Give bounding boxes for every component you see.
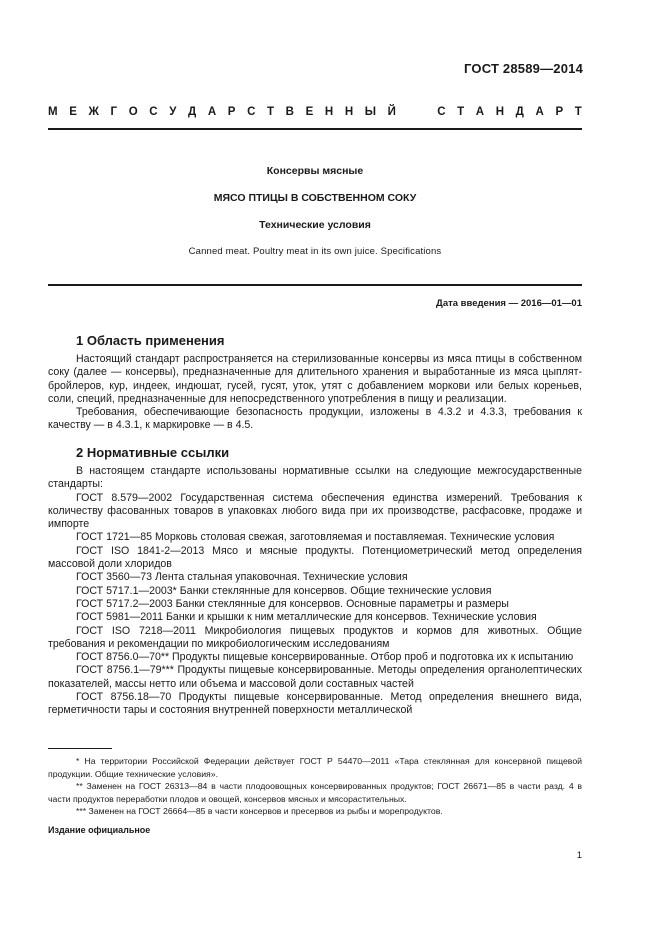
banner-letter: В (285, 106, 294, 118)
reference-item: ГОСТ ISO 7218—2011 Микробиология пищевых продуктов и кормов для животных. Общие требования и рекомендации по микробиологическим исследованиям (48, 624, 582, 650)
reference-item: ГОСТ ISO 1841-2—2013 Мясо и мясные продукты. Потенциометрический метод определения массовой доли хлоридов (48, 544, 582, 571)
banner-letter: Ж (88, 106, 99, 118)
banner-letter: У (169, 106, 177, 118)
title-rule (48, 284, 582, 286)
header-rule (48, 128, 582, 130)
reference-item: ГОСТ 1721—85 Морковь столовая свежая, заготовляемая и поставляемая. Технические условия (76, 531, 555, 544)
banner-letter: Ы (364, 106, 377, 118)
banner-letter: Й (387, 106, 396, 118)
banner-letter: Г (110, 106, 118, 118)
banner-letter: Т (457, 106, 465, 118)
banner-letter: Р (227, 106, 236, 118)
section-heading: 1 Область применения (76, 333, 225, 348)
banner-letter: Е (305, 106, 314, 118)
paragraph: В настоящем стандарте использованы нормативные ссылки на следующие межгосударственные стандарты: (48, 465, 582, 491)
banner-letter (422, 106, 425, 118)
reference-item: ГОСТ 5717.1—2003* Банки стеклянные для консервов. Общие технические условия (76, 584, 492, 597)
banner-letter: Д (515, 106, 524, 118)
reference-item: ГОСТ 8756.18—70 Продукты пищевые консервированные. Метод определения внешнего вида, герметичности тары и состояния внутренней поверхности металлической (48, 691, 582, 717)
paragraph: Настоящий стандарт распространяется на стерилизованные консервы из мяса птицы в собственном соку (далее — консервы), предназначенные для длительного хранения и выработанные из мяса цыплят-бройлеров, кур, индеек, индюшат, гусей, гусят, уток, утят с добавлением моркови или белых кореньев, соли, специй, предназначенные для непосредственного употребления в пищу и реализации. (48, 353, 582, 405)
reference-item: ГОСТ 3560—73 Лента стальная упаковочная. Технические условия (76, 571, 408, 584)
banner-letter: А (475, 106, 485, 118)
page-number: 1 (576, 850, 582, 861)
paragraph: Требования, обеспечивающие безопасность продукции, изложены в 4.3.2 и 4.3.3, требования к качеству — в 4.3.1, к маркировке — в 4.5. (48, 406, 582, 432)
english-title: Canned meat. Poultry meat in its own juice. Specifications (188, 246, 442, 257)
banner-letter: Н (344, 106, 354, 118)
banner-letter (408, 106, 411, 118)
banner-letter: С (149, 106, 158, 118)
banner-letter: Н (324, 106, 334, 118)
banner-letter: А (535, 106, 544, 118)
banner-letter: Д (188, 106, 197, 118)
footnote-rule (48, 748, 112, 749)
reference-item: ГОСТ 8.579—2002 Государственная система обеспечения единства измерений. Требования к количеству фасованных товаров в упаковках любого вида при их производстве, расфасовке, продаже и импорте (48, 491, 582, 531)
section-scope (48, 333, 582, 433)
reference-item: ГОСТ 5981—2011 Банки и крышки к ним металлические для консервов. Технические условия (76, 611, 537, 624)
banner-letter: Е (69, 106, 77, 118)
introduction-date: Дата введения — 2016—01—01 (436, 298, 582, 309)
subtitle: Технические условия (259, 219, 371, 231)
reference-item: ГОСТ 8756.1—79*** Продукты пищевые консервированные. Методы определения органолептических показателей, массы нетто или объема и массовой доли составных частей (48, 664, 582, 690)
section-heading: 2 Нормативные ссылки (76, 445, 230, 460)
banner-letter: С (437, 106, 446, 118)
footnote: ** Заменен на ГОСТ 26313—84 в части плодоовощных консервированных продуктов; ГОСТ 26671—85 в части разд. 4 в части продуктов переработки плодов и овощей, консервов мясных и мясорастительных. (48, 781, 582, 804)
section-normative-references (48, 445, 582, 718)
banner-letter: Т (574, 106, 582, 118)
banner-letter: С (247, 106, 256, 118)
banner-letter: Р (555, 106, 564, 118)
reference-item: ГОСТ 5717.2—2003 Банки стеклянные для консервов. Основные параметры и размеры (76, 597, 509, 610)
footnotes (48, 755, 582, 818)
banner-letter: М (48, 106, 58, 118)
subject-title: Консервы мясные (266, 165, 364, 177)
banner-letter: А (207, 106, 217, 118)
footnote: *** Заменен на ГОСТ 26664—85 в части консервов и пресервов из рыбы и морепродуктов. (76, 806, 443, 817)
banner-letter: О (128, 106, 138, 118)
banner-letter: Н (495, 106, 505, 118)
document-code: ГОСТ 28589—2014 (464, 61, 583, 76)
interstate-standard-banner (48, 106, 582, 118)
banner-letter: Т (267, 106, 275, 118)
footnote: * На территории Российской Федерации действует ГОСТ Р 54470—2011 «Тара стеклянная для консервной пищевой продукции. Общие технические условия». (48, 756, 582, 779)
official-edition-label: Издание официальное (48, 825, 151, 835)
main-title: МЯСО ПТИЦЫ В СОБСТВЕННОМ СОКУ (213, 192, 417, 204)
reference-item: ГОСТ 8756.0—70** Продукты пищевые консервированные. Отбор проб и подготовка их к испытанию (76, 651, 574, 664)
